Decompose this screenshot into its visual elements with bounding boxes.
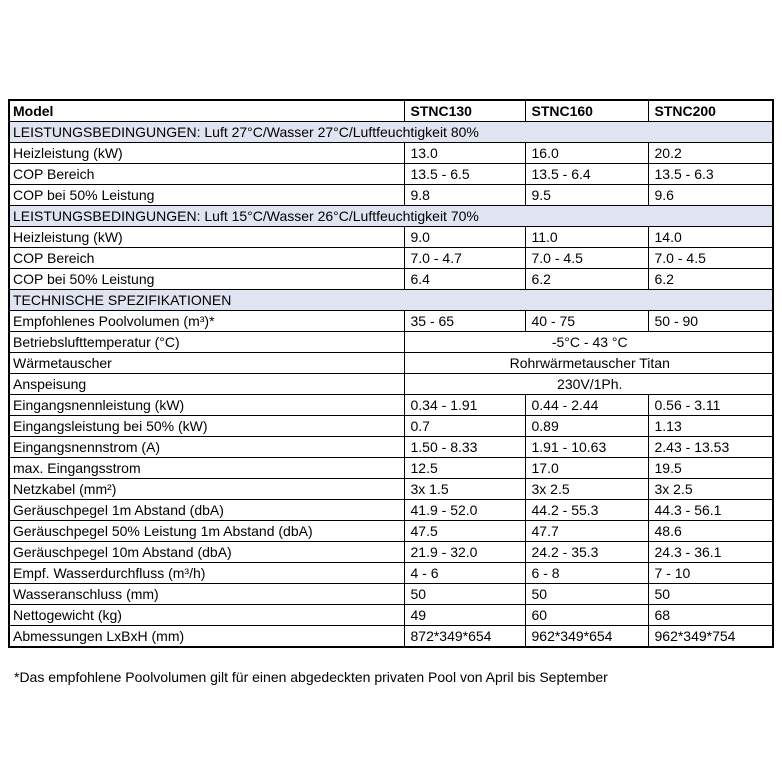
row-label: Geräuschpegel 10m Abstand (dbA) (9, 542, 404, 563)
table-row (9, 143, 773, 164)
value-cell: 1.13 (648, 416, 773, 437)
value-cell: 962*349*654 (525, 626, 648, 648)
merged-value-cell: -5°C - 43 °C (404, 332, 773, 353)
value-cell: 0.89 (525, 416, 648, 437)
value-cell: 49 (404, 605, 525, 626)
row-label: Eingangsnennstrom (A) (9, 437, 404, 458)
value-cell: 13.5 - 6.5 (404, 164, 525, 185)
value-cell: 9.0 (404, 227, 525, 248)
value-cell: 16.0 (525, 143, 648, 164)
table-body (9, 122, 773, 648)
table-row (9, 584, 773, 605)
table-row (9, 311, 773, 332)
table-row (9, 605, 773, 626)
row-label: Wasseranschluss (mm) (9, 584, 404, 605)
spec-table (8, 99, 774, 648)
value-cell: 9.6 (648, 185, 773, 206)
merged-value-cell: Rohrwärmetauscher Titan (404, 353, 773, 374)
value-cell: 6.4 (404, 269, 525, 290)
value-cell: 44.3 - 56.1 (648, 500, 773, 521)
row-label: Nettogewicht (kg) (9, 605, 404, 626)
section-title: LEISTUNGSBEDINGUNGEN: Luft 27°C/Wasser 27°C/Luftfeuchtigkeit 80% (9, 122, 773, 143)
value-cell: 47.5 (404, 521, 525, 542)
table-row (9, 626, 773, 648)
row-label: Betriebslufttemperatur (°C) (9, 332, 404, 353)
table-row (9, 332, 773, 353)
table-row (9, 269, 773, 290)
section-header-row (9, 206, 773, 227)
table-row (9, 353, 773, 374)
value-cell: 14.0 (648, 227, 773, 248)
value-cell: 60 (525, 605, 648, 626)
value-cell: 24.3 - 36.1 (648, 542, 773, 563)
value-cell: 50 (525, 584, 648, 605)
table-row (9, 479, 773, 500)
value-cell: 0.56 - 3.11 (648, 395, 773, 416)
header-model-stnc200: STNC200 (648, 100, 773, 122)
value-cell: 68 (648, 605, 773, 626)
row-label: Wärmetauscher (9, 353, 404, 374)
value-cell: 3x 1.5 (404, 479, 525, 500)
value-cell: 4 - 6 (404, 563, 525, 584)
table-row (9, 248, 773, 269)
value-cell: 7.0 - 4.7 (404, 248, 525, 269)
table-row (9, 227, 773, 248)
row-label: Heizleistung (kW) (9, 143, 404, 164)
table-row (9, 521, 773, 542)
value-cell: 6 - 8 (525, 563, 648, 584)
row-label: Empf. Wasserdurchfluss (m³/h) (9, 563, 404, 584)
section-header-row (9, 290, 773, 311)
value-cell: 11.0 (525, 227, 648, 248)
merged-value-cell: 230V/1Ph. (404, 374, 773, 395)
section-header-row (9, 122, 773, 143)
row-label: Heizleistung (kW) (9, 227, 404, 248)
row-label: COP Bereich (9, 164, 404, 185)
table-row (9, 164, 773, 185)
value-cell: 50 (648, 584, 773, 605)
table-header-row (9, 100, 773, 122)
header-model-label: Model (9, 100, 404, 122)
value-cell: 19.5 (648, 458, 773, 479)
value-cell: 35 - 65 (404, 311, 525, 332)
row-label: max. Eingangsstrom (9, 458, 404, 479)
table-row (9, 458, 773, 479)
row-label: Eingangsnennleistung (kW) (9, 395, 404, 416)
row-label: Anspeisung (9, 374, 404, 395)
row-label: COP bei 50% Leistung (9, 185, 404, 206)
value-cell: 21.9 - 32.0 (404, 542, 525, 563)
value-cell: 1.50 - 8.33 (404, 437, 525, 458)
value-cell: 50 (404, 584, 525, 605)
row-label: Abmessungen LxBxH (mm) (9, 626, 404, 648)
section-title: LEISTUNGSBEDINGUNGEN: Luft 15°C/Wasser 26°C/Luftfeuchtigkeit 70% (9, 206, 773, 227)
value-cell: 17.0 (525, 458, 648, 479)
table-row (9, 500, 773, 521)
value-cell: 9.8 (404, 185, 525, 206)
value-cell: 6.2 (648, 269, 773, 290)
header-model-stnc160: STNC160 (525, 100, 648, 122)
table-row (9, 542, 773, 563)
value-cell: 7.0 - 4.5 (525, 248, 648, 269)
value-cell: 1.91 - 10.63 (525, 437, 648, 458)
value-cell: 962*349*754 (648, 626, 773, 648)
row-label: Empfohlenes Poolvolumen (m³)* (9, 311, 404, 332)
value-cell: 6.2 (525, 269, 648, 290)
value-cell: 13.5 - 6.3 (648, 164, 773, 185)
value-cell: 7.0 - 4.5 (648, 248, 773, 269)
table-row (9, 395, 773, 416)
value-cell: 48.6 (648, 521, 773, 542)
value-cell: 40 - 75 (525, 311, 648, 332)
value-cell: 47.7 (525, 521, 648, 542)
value-cell: 41.9 - 52.0 (404, 500, 525, 521)
value-cell: 24.2 - 35.3 (525, 542, 648, 563)
table-row (9, 416, 773, 437)
value-cell: 50 - 90 (648, 311, 773, 332)
table-row (9, 437, 773, 458)
value-cell: 13.0 (404, 143, 525, 164)
table-row (9, 374, 773, 395)
table-row (9, 185, 773, 206)
value-cell: 872*349*654 (404, 626, 525, 648)
value-cell: 0.7 (404, 416, 525, 437)
value-cell: 44.2 - 55.3 (525, 500, 648, 521)
value-cell: 12.5 (404, 458, 525, 479)
value-cell: 13.5 - 6.4 (525, 164, 648, 185)
row-label: Geräuschpegel 1m Abstand (dbA) (9, 500, 404, 521)
row-label: COP Bereich (9, 248, 404, 269)
section-title: TECHNISCHE SPEZIFIKATIONEN (9, 290, 773, 311)
row-label: Netzkabel (mm²) (9, 479, 404, 500)
row-label: Eingangsleistung bei 50% (kW) (9, 416, 404, 437)
footnote: *Das empfohlene Poolvolumen gilt für einen abgedeckten privaten Pool von April bis September (14, 669, 608, 685)
row-label: Geräuschpegel 50% Leistung 1m Abstand (dbA) (9, 521, 404, 542)
value-cell: 20.2 (648, 143, 773, 164)
table-row (9, 563, 773, 584)
value-cell: 0.44 - 2.44 (525, 395, 648, 416)
value-cell: 0.34 - 1.91 (404, 395, 525, 416)
value-cell: 3x 2.5 (525, 479, 648, 500)
row-label: COP bei 50% Leistung (9, 269, 404, 290)
value-cell: 9.5 (525, 185, 648, 206)
value-cell: 2.43 - 13.53 (648, 437, 773, 458)
header-model-stnc130: STNC130 (404, 100, 525, 122)
value-cell: 7 - 10 (648, 563, 773, 584)
value-cell: 3x 2.5 (648, 479, 773, 500)
